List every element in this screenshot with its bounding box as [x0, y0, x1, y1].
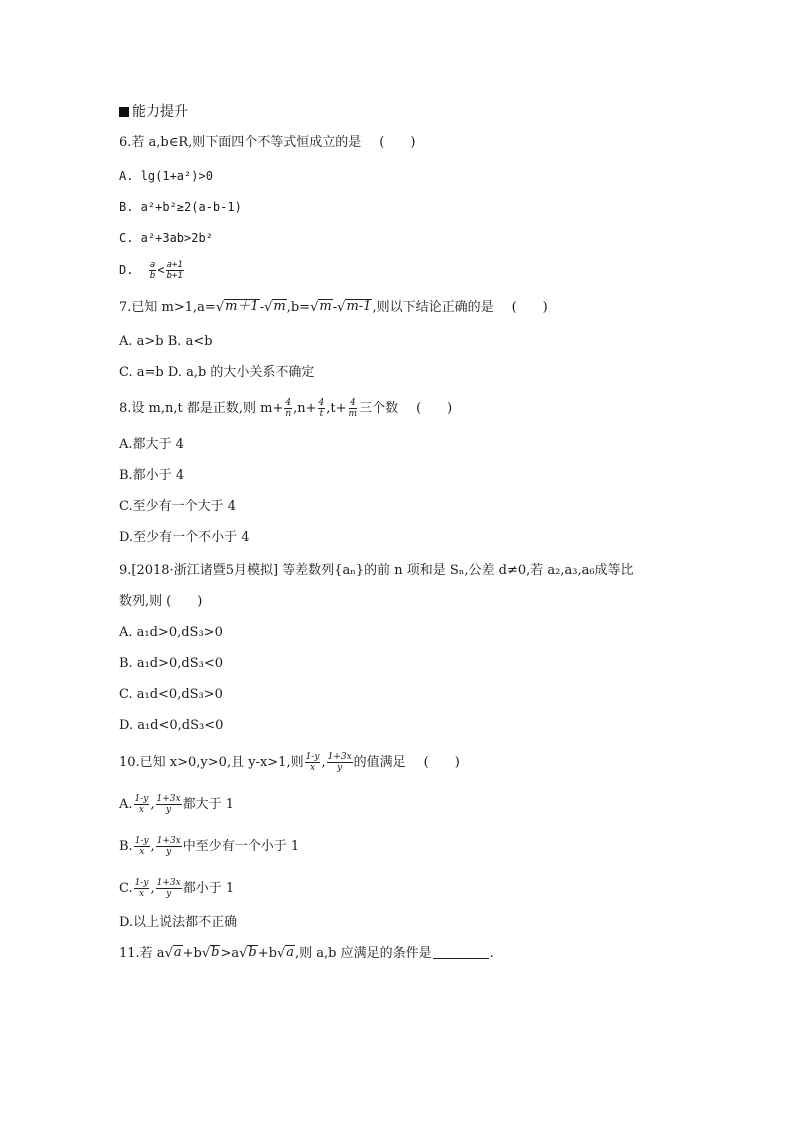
q8-text: ,n+ [293, 401, 317, 416]
section-title: 能力提升 [132, 104, 188, 120]
fraction [134, 836, 150, 857]
q7-text: ,b= [286, 300, 311, 315]
q6-option-c: C. a²+3ab>2b² [119, 231, 213, 245]
fraction [156, 836, 182, 857]
q7-options-ab: A. a>b B. a<b [119, 334, 213, 349]
q10-stem [119, 752, 460, 773]
q7-stem [119, 299, 548, 317]
radicand: m＋1 [225, 299, 259, 314]
fraction [327, 752, 353, 773]
answer-blank[interactable] [433, 958, 489, 959]
minus-sign: - [259, 300, 265, 315]
fraction-numerator: 1-y [134, 794, 149, 804]
fraction-denominator: x [138, 805, 144, 815]
fraction-numerator: a+1 [166, 260, 183, 270]
q10-text: 的值满足 [353, 755, 406, 770]
comma: , [321, 755, 326, 770]
fraction-denominator: y [337, 763, 343, 773]
q8-option-c: C.至少有一个大于 4 [119, 499, 237, 514]
option-text: 都小于 1 [182, 881, 235, 896]
fraction-numerator: a [149, 260, 156, 270]
q7-text: ,则以下结论正确的是 [372, 300, 494, 315]
fraction-numerator: 1-y [134, 836, 149, 846]
q6-option-b: B. a²+b²≥2(a-b-1) [119, 200, 242, 214]
radicand: b [248, 945, 257, 960]
q9-stem-line2 [119, 593, 202, 611]
q9-text: 数列,则 [119, 594, 163, 609]
section-header [119, 103, 188, 121]
q9-stem-line1: 9.[2018·浙江诸暨5月模拟] 等差数列{aₙ}的前 n 项和是 Sₙ,公差 d≠0,若 a₂,a₃,a₆成等比 [119, 563, 634, 578]
q8-stem [119, 398, 452, 419]
fraction [318, 398, 326, 419]
radicand: b [211, 945, 220, 960]
q6-option-d [119, 260, 185, 281]
radicand: a [173, 945, 182, 960]
q10-option-a [119, 794, 234, 815]
square-root [165, 945, 183, 963]
q11-text: +b [182, 946, 202, 961]
fraction-denominator: b [149, 271, 156, 281]
option-label: A. [119, 797, 133, 812]
q8-option-b: B.都小于 4 [119, 468, 185, 483]
q8-text: 三个数 [359, 401, 399, 416]
minus-sign: - [332, 300, 338, 315]
radical-sign-icon: √ [215, 300, 225, 315]
fraction-denominator: b+1 [166, 271, 183, 281]
radical-sign-icon: √ [337, 300, 346, 315]
answer-paren: ( ) [423, 755, 460, 770]
q10-text: 10.已知 x>0,y>0,且 y-x>1,则 [119, 755, 304, 770]
answer-paren: ( ) [416, 401, 453, 416]
square-root [216, 299, 260, 317]
square-root [277, 945, 295, 963]
square-bullet-icon [119, 107, 129, 117]
fraction [348, 398, 359, 419]
fraction [156, 878, 182, 899]
fraction-numerator: 1+3x [156, 836, 181, 846]
radical-sign-icon: √ [276, 946, 286, 961]
q11-text: >a [220, 946, 240, 961]
fraction [134, 794, 150, 815]
q9-option-b: B. a₁d>0,dS₃<0 [119, 656, 223, 671]
q11-text: 11.若 a [119, 946, 165, 961]
q8-option-a: A.都大于 4 [119, 437, 184, 452]
fraction-denominator: n [285, 409, 292, 419]
q7-text: 7.已知 m>1,a= [119, 300, 216, 315]
square-root [337, 299, 372, 317]
option-text: 中至少有一个小于 1 [182, 839, 300, 854]
fraction-numerator: 1-y [305, 752, 320, 762]
q6-option-a: A. lg(1+a²)>0 [119, 169, 213, 183]
q6-stem-text: 6.若 a,b∈R,则下面四个不等式恒成立的是 [119, 135, 362, 150]
q6-stem [119, 134, 415, 152]
fraction-denominator: x [139, 889, 145, 899]
square-root [264, 299, 287, 317]
option-label: D. [119, 263, 134, 277]
fraction [166, 260, 184, 281]
option-label: B. [119, 839, 133, 854]
radicand: m [319, 299, 332, 314]
square-root [202, 945, 221, 963]
radical-sign-icon: √ [239, 946, 248, 961]
q10-option-d: D.以上说法都不正确 [119, 915, 238, 930]
answer-paren: ( ) [511, 300, 548, 315]
option-text: 都大于 1 [182, 797, 235, 812]
fraction-denominator: y [166, 889, 172, 899]
answer-paren: ( ) [166, 594, 203, 609]
q10-option-c [119, 878, 234, 899]
q9-option-d: D. a₁d<0,dS₃<0 [119, 718, 224, 733]
option-label: C. [119, 881, 133, 896]
q11-stem [119, 945, 494, 963]
square-root [310, 299, 333, 317]
fraction [134, 878, 150, 899]
q7-options-cd: C. a=b D. a,b 的大小关系不确定 [119, 365, 315, 380]
q10-option-b [119, 836, 299, 857]
fraction-denominator: x [139, 847, 145, 857]
fraction [305, 752, 321, 773]
fraction-numerator: 1+3x [156, 794, 181, 804]
fraction-denominator: y [166, 805, 172, 815]
q9-option-a: A. a₁d>0,dS₃>0 [119, 625, 223, 640]
fraction-numerator: 1-y [134, 878, 149, 888]
fraction [156, 794, 182, 815]
fraction-denominator: m [348, 409, 358, 419]
q8-option-d: D.至少有一个不小于 4 [119, 530, 250, 545]
fraction-numerator: 1+3x [327, 752, 352, 762]
radical-sign-icon: √ [310, 300, 319, 315]
radical-sign-icon: √ [201, 946, 211, 961]
q8-text: 8.设 m,n,t 都是正数,则 m+ [119, 401, 284, 416]
fraction-numerator: 4 [349, 398, 356, 408]
radicand: m-1 [346, 299, 372, 314]
fraction-denominator: y [166, 847, 172, 857]
radicand: a [286, 945, 295, 960]
fraction [149, 260, 156, 281]
comma: , [150, 839, 155, 854]
fraction-numerator: 1+3x [156, 878, 181, 888]
q8-text: ,t+ [326, 401, 347, 416]
comma: , [150, 797, 155, 812]
less-than-sign: < [157, 263, 165, 277]
fraction-denominator: t [319, 409, 324, 419]
q11-text: . [489, 946, 494, 961]
q9-option-c: C. a₁d<0,dS₃>0 [119, 687, 223, 702]
fraction-numerator: 4 [318, 398, 325, 408]
fraction [284, 398, 292, 419]
fraction-numerator: 4 [285, 398, 292, 408]
radical-sign-icon: √ [164, 946, 173, 961]
radical-sign-icon: √ [264, 300, 273, 315]
fraction-denominator: x [309, 763, 316, 773]
radicand: m [273, 299, 286, 314]
answer-paren: ( ) [379, 135, 416, 150]
comma: , [150, 881, 155, 896]
q11-text: ,则 a,b 应满足的条件是 [295, 946, 432, 961]
q11-text: +b [257, 946, 277, 961]
square-root [239, 945, 258, 963]
